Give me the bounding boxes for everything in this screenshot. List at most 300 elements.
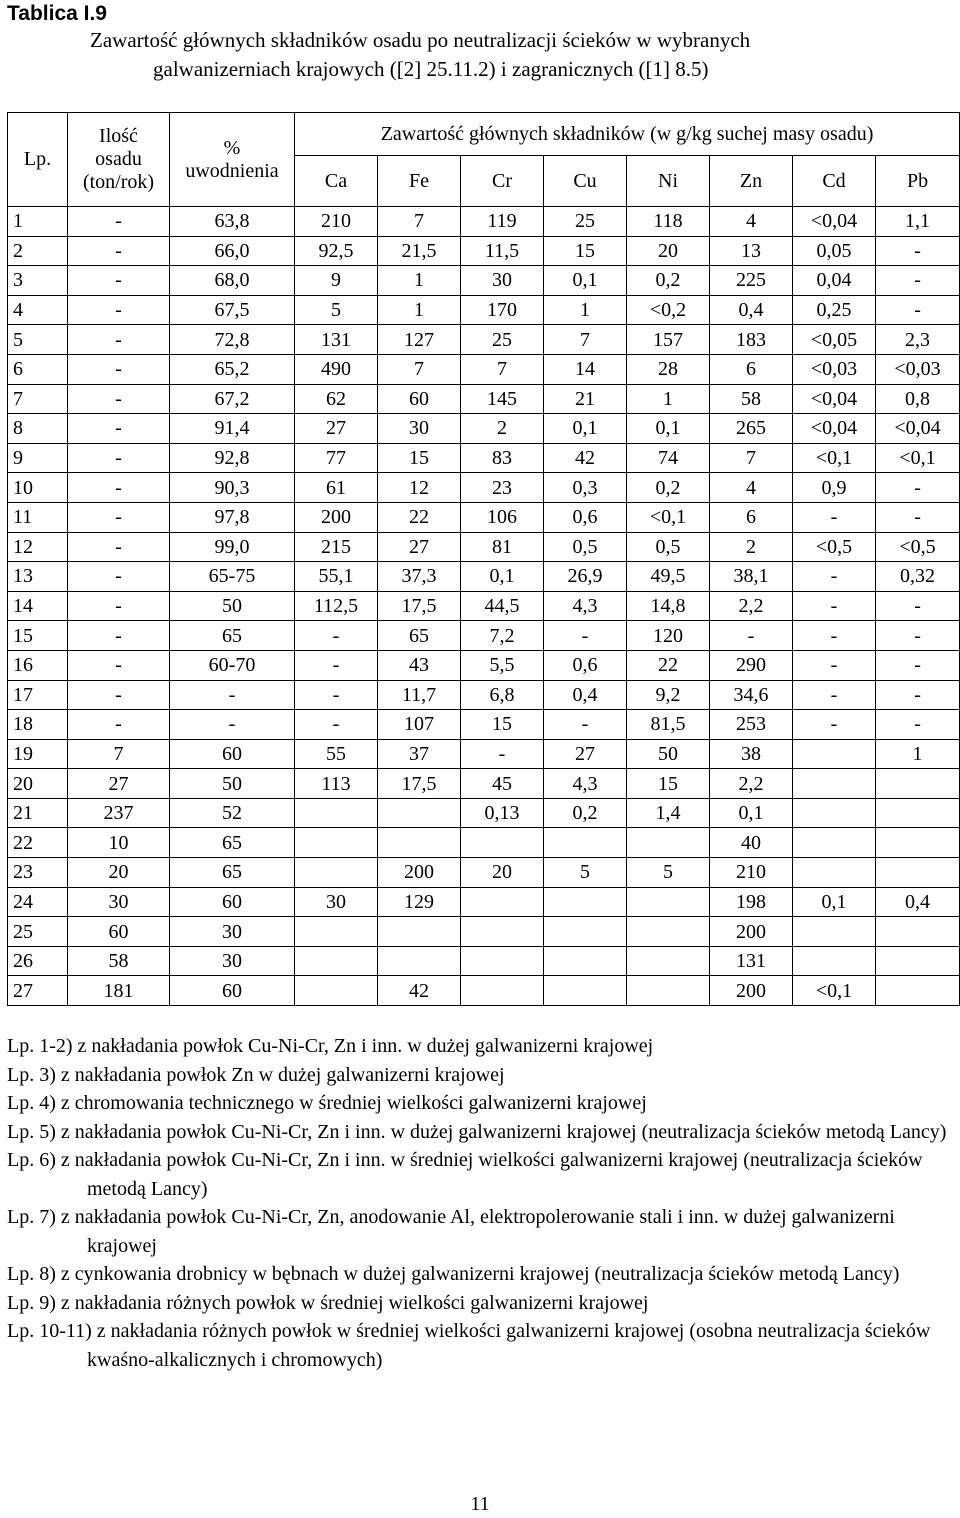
table-cell: 119 bbox=[461, 207, 544, 237]
table-cell: 215 bbox=[295, 532, 378, 562]
table-cell: 0,5 bbox=[544, 532, 627, 562]
table-cell: 0,25 bbox=[793, 295, 876, 325]
table-cell bbox=[793, 769, 876, 799]
table-cell: - bbox=[461, 739, 544, 769]
table-cell: 5,5 bbox=[461, 650, 544, 680]
table-row bbox=[8, 976, 960, 1006]
table-cell bbox=[378, 798, 461, 828]
table-cell: 10 bbox=[68, 828, 170, 858]
table-cell: <0,5 bbox=[876, 532, 960, 562]
table-cell: 290 bbox=[710, 650, 793, 680]
table-cell: 11,7 bbox=[378, 680, 461, 710]
table-cell bbox=[627, 917, 710, 947]
table-cell: 4,3 bbox=[544, 591, 627, 621]
table-cell bbox=[544, 917, 627, 947]
table-cell: 5 bbox=[627, 858, 710, 888]
header-ilosc-line-3: (ton/rok) bbox=[82, 171, 155, 193]
table-row bbox=[8, 207, 960, 237]
note-item: Lp. 3) z nakładania powłok Zn w dużej galwanizerni krajowej bbox=[7, 1063, 505, 1086]
table-cell: 20 bbox=[461, 858, 544, 888]
table-cell: 0,4 bbox=[710, 295, 793, 325]
table-cell: <0,04 bbox=[793, 207, 876, 237]
table-cell: <0,05 bbox=[793, 325, 876, 355]
table-cell: - bbox=[710, 621, 793, 651]
table-cell: 2 bbox=[461, 414, 544, 444]
table-cell: 30 bbox=[68, 887, 170, 917]
table-cell: - bbox=[68, 532, 170, 562]
header-element-cu: Cu bbox=[544, 156, 627, 207]
header-ilosc bbox=[68, 113, 170, 207]
table-cell: <0,04 bbox=[793, 384, 876, 414]
table-cell: 50 bbox=[170, 591, 295, 621]
table-cell: 81 bbox=[461, 532, 544, 562]
table-cell: 10 bbox=[8, 473, 68, 503]
table-cell: - bbox=[876, 295, 960, 325]
page-number: 11 bbox=[470, 1493, 490, 1515]
table-row bbox=[8, 739, 960, 769]
table-cell: 9,2 bbox=[627, 680, 710, 710]
table-cell: 61 bbox=[295, 473, 378, 503]
table-cell: 8 bbox=[8, 414, 68, 444]
table-cell: 2 bbox=[710, 532, 793, 562]
table-cell: 27 bbox=[544, 739, 627, 769]
table-cell: 21 bbox=[544, 384, 627, 414]
table-cell: 13 bbox=[710, 236, 793, 266]
table-cell: 1 bbox=[378, 266, 461, 296]
table-cell: - bbox=[876, 591, 960, 621]
table-cell bbox=[793, 739, 876, 769]
table-cell: 81,5 bbox=[627, 710, 710, 740]
table-cell: 24 bbox=[8, 887, 68, 917]
table-cell: 22 bbox=[627, 650, 710, 680]
table-cell bbox=[295, 946, 378, 976]
table-cell bbox=[295, 798, 378, 828]
table-cell: 26 bbox=[8, 946, 68, 976]
table-cell: 118 bbox=[627, 207, 710, 237]
table-cell: <0,1 bbox=[793, 443, 876, 473]
table-cell: 0,9 bbox=[793, 473, 876, 503]
table-cell: 14 bbox=[544, 354, 627, 384]
table-cell: 7 bbox=[8, 384, 68, 414]
table-cell: 37 bbox=[378, 739, 461, 769]
table-cell: 14 bbox=[8, 591, 68, 621]
sludge-composition-table bbox=[7, 112, 960, 1006]
table-cell: 0,5 bbox=[627, 532, 710, 562]
table-cell: 210 bbox=[710, 858, 793, 888]
header-uwodnienie-line-1: % bbox=[223, 136, 241, 159]
table-row bbox=[8, 798, 960, 828]
table-cell: <0,1 bbox=[793, 976, 876, 1006]
table-cell: 0,32 bbox=[876, 562, 960, 592]
table-cell: 58 bbox=[68, 946, 170, 976]
header-ilosc-line-2: osadu bbox=[95, 148, 142, 170]
table-cell: - bbox=[68, 266, 170, 296]
table-cell: 66,0 bbox=[170, 236, 295, 266]
table-cell bbox=[793, 828, 876, 858]
table-row bbox=[8, 828, 960, 858]
table-cell bbox=[793, 946, 876, 976]
table-cell: 20 bbox=[8, 769, 68, 799]
table-row bbox=[8, 295, 960, 325]
table-cell: 0,8 bbox=[876, 384, 960, 414]
table-cell: 60 bbox=[170, 976, 295, 1006]
table-row bbox=[8, 562, 960, 592]
table-row bbox=[8, 887, 960, 917]
table-cell bbox=[876, 976, 960, 1006]
table-row bbox=[8, 858, 960, 888]
table-cell: 15 bbox=[8, 621, 68, 651]
table-cell: 4 bbox=[710, 473, 793, 503]
table-cell bbox=[627, 828, 710, 858]
note-item: Lp. 9) z nakładania różnych powłok w średniej wielkości galwanizerni krajowej bbox=[7, 1291, 649, 1314]
note-item: Lp. 7) z nakładania powłok Cu-Ni-Cr, Zn, anodowanie Al, elektropolerowanie stali i inn. w dużej galwanizerni krajowej bbox=[7, 1206, 895, 1257]
table-cell: 42 bbox=[378, 976, 461, 1006]
table-cell bbox=[295, 917, 378, 947]
table-cell bbox=[461, 917, 544, 947]
table-cell: - bbox=[68, 621, 170, 651]
header-element-fe: Fe bbox=[378, 156, 461, 207]
table-row bbox=[8, 532, 960, 562]
table-cell: 0,4 bbox=[876, 887, 960, 917]
table-cell: 63,8 bbox=[170, 207, 295, 237]
table-cell: 44,5 bbox=[461, 591, 544, 621]
table-cell: 34,6 bbox=[710, 680, 793, 710]
table-cell: - bbox=[68, 236, 170, 266]
header-element-cr: Cr bbox=[461, 156, 544, 207]
table-cell: <0,04 bbox=[793, 414, 876, 444]
table-cell: <0,03 bbox=[876, 354, 960, 384]
table-cell: 58 bbox=[710, 384, 793, 414]
table-cell bbox=[793, 798, 876, 828]
table-cell: - bbox=[68, 562, 170, 592]
table-cell: 13 bbox=[8, 562, 68, 592]
table-cell: 0,04 bbox=[793, 266, 876, 296]
caption-line-2: galwanizerniach krajowych ([2] 25.11.2) i zagranicznych ([1] 8.5) bbox=[153, 57, 709, 81]
table-cell: 4 bbox=[710, 207, 793, 237]
table-cell: 38,1 bbox=[710, 562, 793, 592]
table-row bbox=[8, 236, 960, 266]
table-cell: 120 bbox=[627, 621, 710, 651]
table-cell bbox=[793, 917, 876, 947]
table-cell: 15 bbox=[461, 710, 544, 740]
table-cell: 30 bbox=[378, 414, 461, 444]
table-cell: 265 bbox=[710, 414, 793, 444]
table-cell: - bbox=[544, 621, 627, 651]
table-cell: 7,2 bbox=[461, 621, 544, 651]
table-cell: 26,9 bbox=[544, 562, 627, 592]
table-cell: 55,1 bbox=[295, 562, 378, 592]
table-cell: 0,6 bbox=[544, 650, 627, 680]
table-cell: 0,05 bbox=[793, 236, 876, 266]
table-cell: - bbox=[876, 473, 960, 503]
table-cell: - bbox=[876, 710, 960, 740]
table-cell: 27 bbox=[8, 976, 68, 1006]
table-cell bbox=[295, 858, 378, 888]
table-row bbox=[8, 591, 960, 621]
table-cell: 1 bbox=[544, 295, 627, 325]
table-row bbox=[8, 325, 960, 355]
table-cell: 2,2 bbox=[710, 591, 793, 621]
table-cell: 65 bbox=[170, 621, 295, 651]
table-row bbox=[8, 502, 960, 532]
table-cell: 129 bbox=[378, 887, 461, 917]
header-element-pb: Pb bbox=[876, 156, 960, 207]
table-cell: 67,2 bbox=[170, 384, 295, 414]
table-row bbox=[8, 354, 960, 384]
table-cell: 65-75 bbox=[170, 562, 295, 592]
table-cell: 11,5 bbox=[461, 236, 544, 266]
table-cell: - bbox=[295, 680, 378, 710]
table-cell: 99,0 bbox=[170, 532, 295, 562]
table-cell: 30 bbox=[170, 917, 295, 947]
table-cell: - bbox=[544, 710, 627, 740]
table-cell bbox=[544, 946, 627, 976]
table-cell: 145 bbox=[461, 384, 544, 414]
table-cell: 7 bbox=[68, 739, 170, 769]
table-cell bbox=[295, 828, 378, 858]
table-cell: - bbox=[876, 266, 960, 296]
table-cell: 200 bbox=[710, 976, 793, 1006]
table-cell: - bbox=[68, 502, 170, 532]
table-cell: 1 bbox=[627, 384, 710, 414]
table-cell: - bbox=[68, 325, 170, 355]
table-cell: 0,6 bbox=[544, 502, 627, 532]
table-cell: 112,5 bbox=[295, 591, 378, 621]
table-cell: - bbox=[793, 650, 876, 680]
table-cell: 7 bbox=[461, 354, 544, 384]
table-cell: 5 bbox=[295, 295, 378, 325]
table-cell: 11 bbox=[8, 502, 68, 532]
table-cell: 17,5 bbox=[378, 591, 461, 621]
table-cell: 90,3 bbox=[170, 473, 295, 503]
table-row bbox=[8, 384, 960, 414]
table-cell: 0,1 bbox=[544, 266, 627, 296]
table-cell bbox=[876, 828, 960, 858]
table-cell bbox=[627, 976, 710, 1006]
table-cell: 28 bbox=[627, 354, 710, 384]
table-cell: 74 bbox=[627, 443, 710, 473]
table-cell: 17 bbox=[8, 680, 68, 710]
table-cell: 7 bbox=[378, 354, 461, 384]
table-cell: 23 bbox=[461, 473, 544, 503]
table-cell: - bbox=[68, 710, 170, 740]
table-cell: 22 bbox=[378, 502, 461, 532]
table-cell: 30 bbox=[461, 266, 544, 296]
header-element-zn: Zn bbox=[710, 156, 793, 207]
table-cell: 92,8 bbox=[170, 443, 295, 473]
table-cell: 0,2 bbox=[627, 266, 710, 296]
table-cell: 3 bbox=[8, 266, 68, 296]
note-item: Lp. 6) z nakładania powłok Cu-Ni-Cr, Zn i inn. w średniej wielkości galwanizerni krajowej (neutralizacja ścieków metodą Lancy) bbox=[7, 1149, 923, 1200]
table-cell: 49,5 bbox=[627, 562, 710, 592]
table-cell: 25 bbox=[461, 325, 544, 355]
table-cell: 106 bbox=[461, 502, 544, 532]
table-cell bbox=[295, 976, 378, 1006]
table-cell: - bbox=[793, 562, 876, 592]
table-cell: 1 bbox=[378, 295, 461, 325]
table-cell: - bbox=[876, 502, 960, 532]
table-cell: 68,0 bbox=[170, 266, 295, 296]
table-cell: - bbox=[876, 236, 960, 266]
table-cell: 22 bbox=[8, 828, 68, 858]
table-cell: 107 bbox=[378, 710, 461, 740]
table-cell: 27 bbox=[295, 414, 378, 444]
table-cell: 6,8 bbox=[461, 680, 544, 710]
table-cell: 20 bbox=[68, 858, 170, 888]
table-cell: 97,8 bbox=[170, 502, 295, 532]
table-cell: <0,1 bbox=[876, 443, 960, 473]
table-row bbox=[8, 473, 960, 503]
table-cell: 15 bbox=[544, 236, 627, 266]
table-cell: 30 bbox=[170, 946, 295, 976]
table-cell bbox=[378, 917, 461, 947]
table-cell: - bbox=[876, 650, 960, 680]
note-item: Lp. 10-11) z nakładania różnych powłok w średniej wielkości galwanizerni krajowej (osobna neutralizacja ścieków kwaśno-alkalicznych i chromowych) bbox=[7, 1320, 931, 1371]
table-cell bbox=[461, 887, 544, 917]
table-cell: 16 bbox=[8, 650, 68, 680]
table-cell: 52 bbox=[170, 798, 295, 828]
table-cell: - bbox=[793, 502, 876, 532]
table-cell bbox=[544, 887, 627, 917]
caption-line-1: Zawartość głównych składników osadu po neutralizacji ścieków w wybranych bbox=[90, 28, 751, 52]
table-cell: - bbox=[170, 680, 295, 710]
table-cell: 27 bbox=[378, 532, 461, 562]
table-cell: 0,1 bbox=[461, 562, 544, 592]
table-cell: 131 bbox=[295, 325, 378, 355]
table-cell: 25 bbox=[544, 207, 627, 237]
table-body bbox=[8, 207, 960, 1006]
table-cell bbox=[876, 769, 960, 799]
table-cell: 4,3 bbox=[544, 769, 627, 799]
table-cell: 2 bbox=[8, 236, 68, 266]
table-cell: - bbox=[68, 473, 170, 503]
table-cell: <0,2 bbox=[627, 295, 710, 325]
note-item: Lp. 5) z nakładania powłok Cu-Ni-Cr, Zn i inn. w dużej galwanizerni krajowej (neutralizacja ścieków metodą Lancy) bbox=[7, 1120, 947, 1143]
table-cell bbox=[876, 798, 960, 828]
table-cell: 1,4 bbox=[627, 798, 710, 828]
header-lp: Lp. bbox=[8, 113, 68, 207]
table-cell: 65,2 bbox=[170, 354, 295, 384]
table-cell: 6 bbox=[710, 502, 793, 532]
table-cell bbox=[461, 946, 544, 976]
table-cell: - bbox=[793, 680, 876, 710]
table-cell bbox=[461, 828, 544, 858]
table-cell: 15 bbox=[378, 443, 461, 473]
header-uwodnienie bbox=[170, 113, 295, 207]
table-cell: 23 bbox=[8, 858, 68, 888]
table-cell: 20 bbox=[627, 236, 710, 266]
table-cell: 77 bbox=[295, 443, 378, 473]
table-cell: 7 bbox=[710, 443, 793, 473]
table-cell: 91,4 bbox=[170, 414, 295, 444]
table-cell: 38 bbox=[710, 739, 793, 769]
table-cell: 253 bbox=[710, 710, 793, 740]
table-cell: 83 bbox=[461, 443, 544, 473]
table-cell: 40 bbox=[710, 828, 793, 858]
table-cell: 7 bbox=[544, 325, 627, 355]
table-cell: 1 bbox=[876, 739, 960, 769]
table-cell: 210 bbox=[295, 207, 378, 237]
table-row bbox=[8, 414, 960, 444]
table-cell: 12 bbox=[378, 473, 461, 503]
table-cell: 0,1 bbox=[710, 798, 793, 828]
table-cell: 60-70 bbox=[170, 650, 295, 680]
table-cell: 0,2 bbox=[627, 473, 710, 503]
table-cell: - bbox=[68, 591, 170, 621]
table-cell: <0,04 bbox=[876, 414, 960, 444]
table-cell: 30 bbox=[295, 887, 378, 917]
table-cell: 0,4 bbox=[544, 680, 627, 710]
table-cell: 6 bbox=[8, 354, 68, 384]
table-cell: 60 bbox=[378, 384, 461, 414]
table-cell: - bbox=[68, 680, 170, 710]
table-cell bbox=[627, 887, 710, 917]
note-item: Lp. 1-2) z nakładania powłok Cu-Ni-Cr, Zn i inn. w dużej galwanizerni krajowej bbox=[7, 1035, 654, 1057]
table-cell: 198 bbox=[710, 887, 793, 917]
table-cell: - bbox=[68, 384, 170, 414]
table-cell: <0,5 bbox=[793, 532, 876, 562]
table-row bbox=[8, 680, 960, 710]
table-cell: 42 bbox=[544, 443, 627, 473]
table-cell: 1 bbox=[8, 207, 68, 237]
table-cell: 5 bbox=[544, 858, 627, 888]
table-cell: 92,5 bbox=[295, 236, 378, 266]
table-cell: - bbox=[68, 414, 170, 444]
table-cell: - bbox=[793, 591, 876, 621]
table-cell: 60 bbox=[170, 739, 295, 769]
table-row bbox=[8, 710, 960, 740]
note-item: Lp. 4) z chromowania technicznego w średniej wielkości galwanizerni krajowej bbox=[7, 1092, 647, 1114]
header-element-ca: Ca bbox=[295, 156, 378, 207]
table-cell: 27 bbox=[68, 769, 170, 799]
table-cell bbox=[378, 946, 461, 976]
table-cell: <0,1 bbox=[627, 502, 710, 532]
table-cell: 1,1 bbox=[876, 207, 960, 237]
table-cell: 37,3 bbox=[378, 562, 461, 592]
table-cell: 43 bbox=[378, 650, 461, 680]
table-cell: 60 bbox=[68, 917, 170, 947]
table-cell: 18 bbox=[8, 710, 68, 740]
table-caption bbox=[90, 26, 950, 84]
table-cell: 131 bbox=[710, 946, 793, 976]
table-cell: - bbox=[68, 443, 170, 473]
table-row bbox=[8, 266, 960, 296]
table-cell: 0,13 bbox=[461, 798, 544, 828]
header-element-ni: Ni bbox=[627, 156, 710, 207]
table-cell: 17,5 bbox=[378, 769, 461, 799]
table-cell: 72,8 bbox=[170, 325, 295, 355]
table-cell: 62 bbox=[295, 384, 378, 414]
header-element-cd: Cd bbox=[793, 156, 876, 207]
table-row bbox=[8, 769, 960, 799]
table-cell: 200 bbox=[710, 917, 793, 947]
table-label: Tablica I.9 bbox=[7, 2, 107, 25]
table-cell: 2,3 bbox=[876, 325, 960, 355]
table-cell: 9 bbox=[295, 266, 378, 296]
table-notes bbox=[7, 1032, 957, 1374]
table-cell: 15 bbox=[627, 769, 710, 799]
table-cell: 55 bbox=[295, 739, 378, 769]
note-item: Lp. 8) z cynkowania drobnicy w bębnach w dużej galwanizerni krajowej (neutralizacja ścieków metodą Lancy) bbox=[7, 1263, 900, 1285]
table-cell: 6 bbox=[710, 354, 793, 384]
table-cell bbox=[876, 946, 960, 976]
table-cell: 237 bbox=[68, 798, 170, 828]
table-cell: 50 bbox=[627, 739, 710, 769]
header-group: Zawartość głównych składników (w g/kg suchej masy osadu) bbox=[295, 113, 960, 156]
table-cell: 113 bbox=[295, 769, 378, 799]
table-cell: - bbox=[68, 295, 170, 325]
table-cell: 7 bbox=[378, 207, 461, 237]
